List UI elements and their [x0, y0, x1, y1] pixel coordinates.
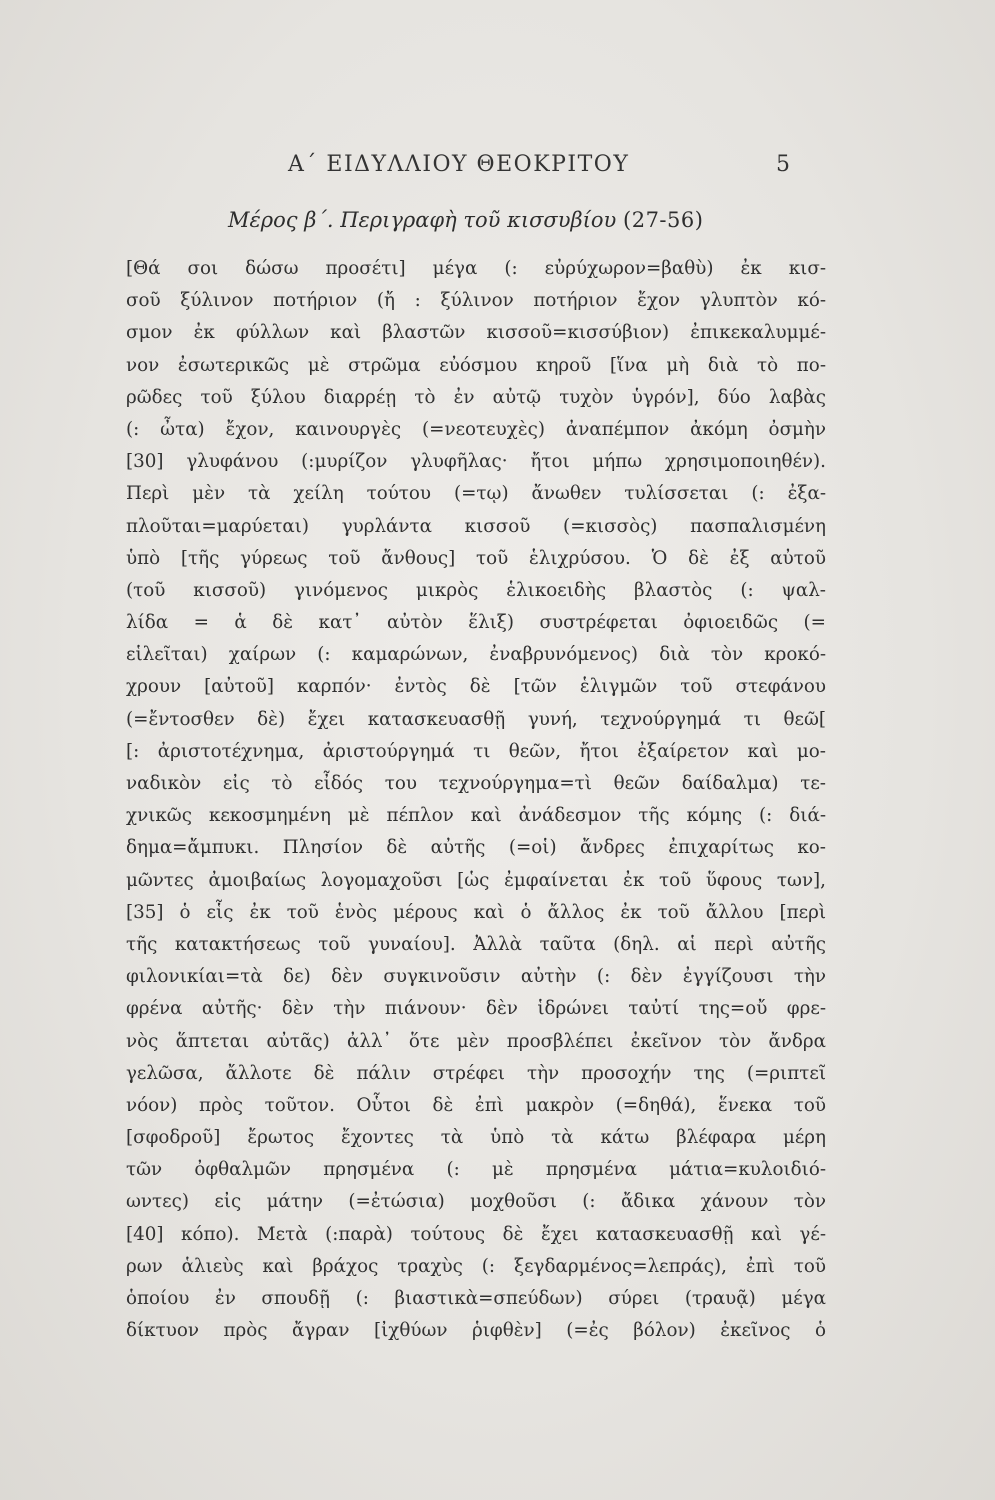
section-title: Μέρος β΄. Περιγραφὴ τοῦ κισσυβίου — [228, 208, 617, 232]
text-line: ὑπὸ [τῆς γύρεως τοῦ ἄνθους] τοῦ ἑλιχρύσου. Ὁ δὲ ἐξ αὐτοῦ — [126, 547, 826, 569]
text-line: τῶν ὀφθαλμῶν πρησμένα (: μὲ πρησμένα μάτια=κυλοιδιό- — [126, 1159, 826, 1181]
text-line: δίκτυον πρὸς ἄγραν [ἰχθύων ῥιφθὲν] (=ἐς βόλον) ἐκεῖνος ὁ — [126, 1320, 826, 1342]
text-line: φιλονικίαι=τὰ δε) δὲν συγκινοῦσιν αὐτὴν (: δὲν ἐγγίζουσι τὴν — [126, 966, 826, 988]
text-line: ωντες) εἰς μάτην (=ἐτώσια) μοχθοῦσι (: ἄδικα χάνουν τὸν — [126, 1191, 826, 1213]
text-line: [35] ὁ εἷς ἐκ τοῦ ἑνὸς μέρους καὶ ὁ ἄλλος ἐκ τοῦ ἄλλου [περὶ — [126, 901, 826, 923]
text-line: (τοῦ κισσοῦ) γινόμενος μικρὸς ἑλικοειδὴς βλαστὸς (: ψαλ- — [126, 579, 826, 601]
text-line: (=ἔντοσθεν δὲ) ἔχει κατασκευασθῇ γυνή, τεχνούργημά τι θεῶ[ — [126, 708, 826, 730]
text-line: [: ἀριστοτέχνημα, ἀριστούργημά τι θεῶν, ἤτοι ἐξαίρετον καὶ μο- — [126, 740, 826, 762]
running-head — [0, 152, 995, 188]
text-line: μῶντες ἀμοιβαίως λογομαχοῦσι [ὡς ἐμφαίνεται ἐκ τοῦ ὕφους των], — [126, 869, 826, 891]
text-line: πλοῦται=μαρύεται) γυρλάντα κισσοῦ (=κισσὸς) πασπαλισμένη — [126, 515, 826, 537]
running-title: Α΄ ΕΙΔΥΛΛΙΟΥ ΘΕΟΚΡΙΤΟΥ — [288, 152, 630, 177]
text-line: νον ἐσωτερικῶς μὲ στρῶμα εὐόσμου κηροῦ [ἵνα μὴ διὰ τὸ πο- — [126, 354, 826, 376]
text-line: [σφοδροῦ] ἔρωτος ἔχοντες τὰ ὑπὸ τὰ κάτω βλέφαρα μέρη — [126, 1127, 826, 1149]
text-line: Περὶ μὲν τὰ χείλη τούτου (=τῳ) ἄνωθεν τυλίσσεται (: ἐξα- — [126, 483, 826, 505]
text-line: [40] κόπο). Μετὰ (:παρὰ) τούτους δὲ ἔχει κατασκευασθῇ καὶ γέ- — [126, 1223, 826, 1245]
text-line: γελῶσα, ἄλλοτε δὲ πάλιν στρέφει τὴν προσοχήν της (=ριπτεῖ — [126, 1062, 826, 1084]
text-line: χρουν [αὐτοῦ] καρπόν· ἐντὸς δὲ [τῶν ἑλιγμῶν τοῦ στεφάνου — [126, 676, 826, 698]
text-line: [Θά σοι δώσω προσέτι] μέγα (: εὐρύχωρον=βαθὺ) ἐκ κισ- — [126, 258, 826, 279]
text-line: δημα=ἄμπυκι. Πλησίον δὲ αὐτῆς (=οἱ) ἄνδρες ἐπιχαρίτως κο- — [126, 837, 826, 859]
text-line: [30] γλυφάνου (:μυρίζον γλυφῆλας· ἤτοι μήπω χρησιμοποιηθέν). — [126, 451, 826, 473]
text-line: τῆς κατακτήσεως τοῦ γυναίου]. Ἀλλὰ ταῦτα (δηλ. αἱ περὶ αὐτῆς — [126, 933, 826, 955]
page-number: 5 — [776, 152, 790, 177]
text-line: ναδικὸν εἰς τὸ εἶδός του τεχνούργημα=τὶ θεῶν δαίδαλμα) τε- — [126, 773, 826, 794]
text-line: φρένα αὐτῆς· δὲν τὴν πιάνουν· δὲν ἱδρώνει ταὐτί της=οὔ φρε- — [126, 998, 826, 1020]
text-line: ὁποίου ἐν σπουδῇ (: βιαστικὰ=σπεύδων) σύρει (τραυᾷ) μέγα — [126, 1288, 826, 1309]
text-line: ρῶδες τοῦ ξύλου διαρρέῃ τὸ ἐν αὐτῷ τυχὸν ὑγρόν], δύο λαβὰς — [126, 386, 826, 408]
verse-range: (27-56) — [623, 208, 704, 232]
text-line: σοῦ ξύλινον ποτήριον (ἤ : ξύλινον ποτήριον ἔχον γλυπτὸν κό- — [126, 290, 826, 312]
text-line: νὸς ἅπτεται αὐτᾶς) ἀλλ᾽ ὅτε μὲν προσβλέπει ἐκεῖνον τὸν ἄνδρα — [126, 1030, 826, 1052]
text-line: σμον ἐκ φύλλων καὶ βλαστῶν κισσοῦ=κισσύβιον) ἐπικεκαλυμμέ- — [126, 322, 826, 344]
section-heading — [228, 208, 703, 232]
text-line: νόον) πρὸς τοῦτον. Οὗτοι δὲ ἐπὶ μακρὸν (=δηθά), ἕνεκα τοῦ — [126, 1094, 826, 1116]
text-line: (: ὦτα) ἔχον, καινουργὲς (=νεοτευχὲς) ἀναπέμπον ἀκόμη ὀσμὴν — [126, 418, 826, 440]
text-line: λίδα = ἁ δὲ κατ᾽ αὐτὸν ἕλιξ) συστρέφεται ὀφιοειδῶς (= — [126, 612, 826, 634]
text-line: χνικῶς κεκοσμημένη μὲ πέπλον καὶ ἀνάδεσμον τῆς κόμης (: διά- — [126, 805, 826, 827]
text-line: ρων ἁλιεὺς καὶ βράχος τραχὺς (: ξεγδαρμένος=λεπράς), ἐπὶ τοῦ — [126, 1255, 826, 1277]
text-line: εἱλεῖται) χαίρων (: καμαρώνων, ἐναβρυνόμενος) διὰ τὸν κροκό- — [126, 644, 826, 666]
commentary-text — [126, 253, 826, 1347]
